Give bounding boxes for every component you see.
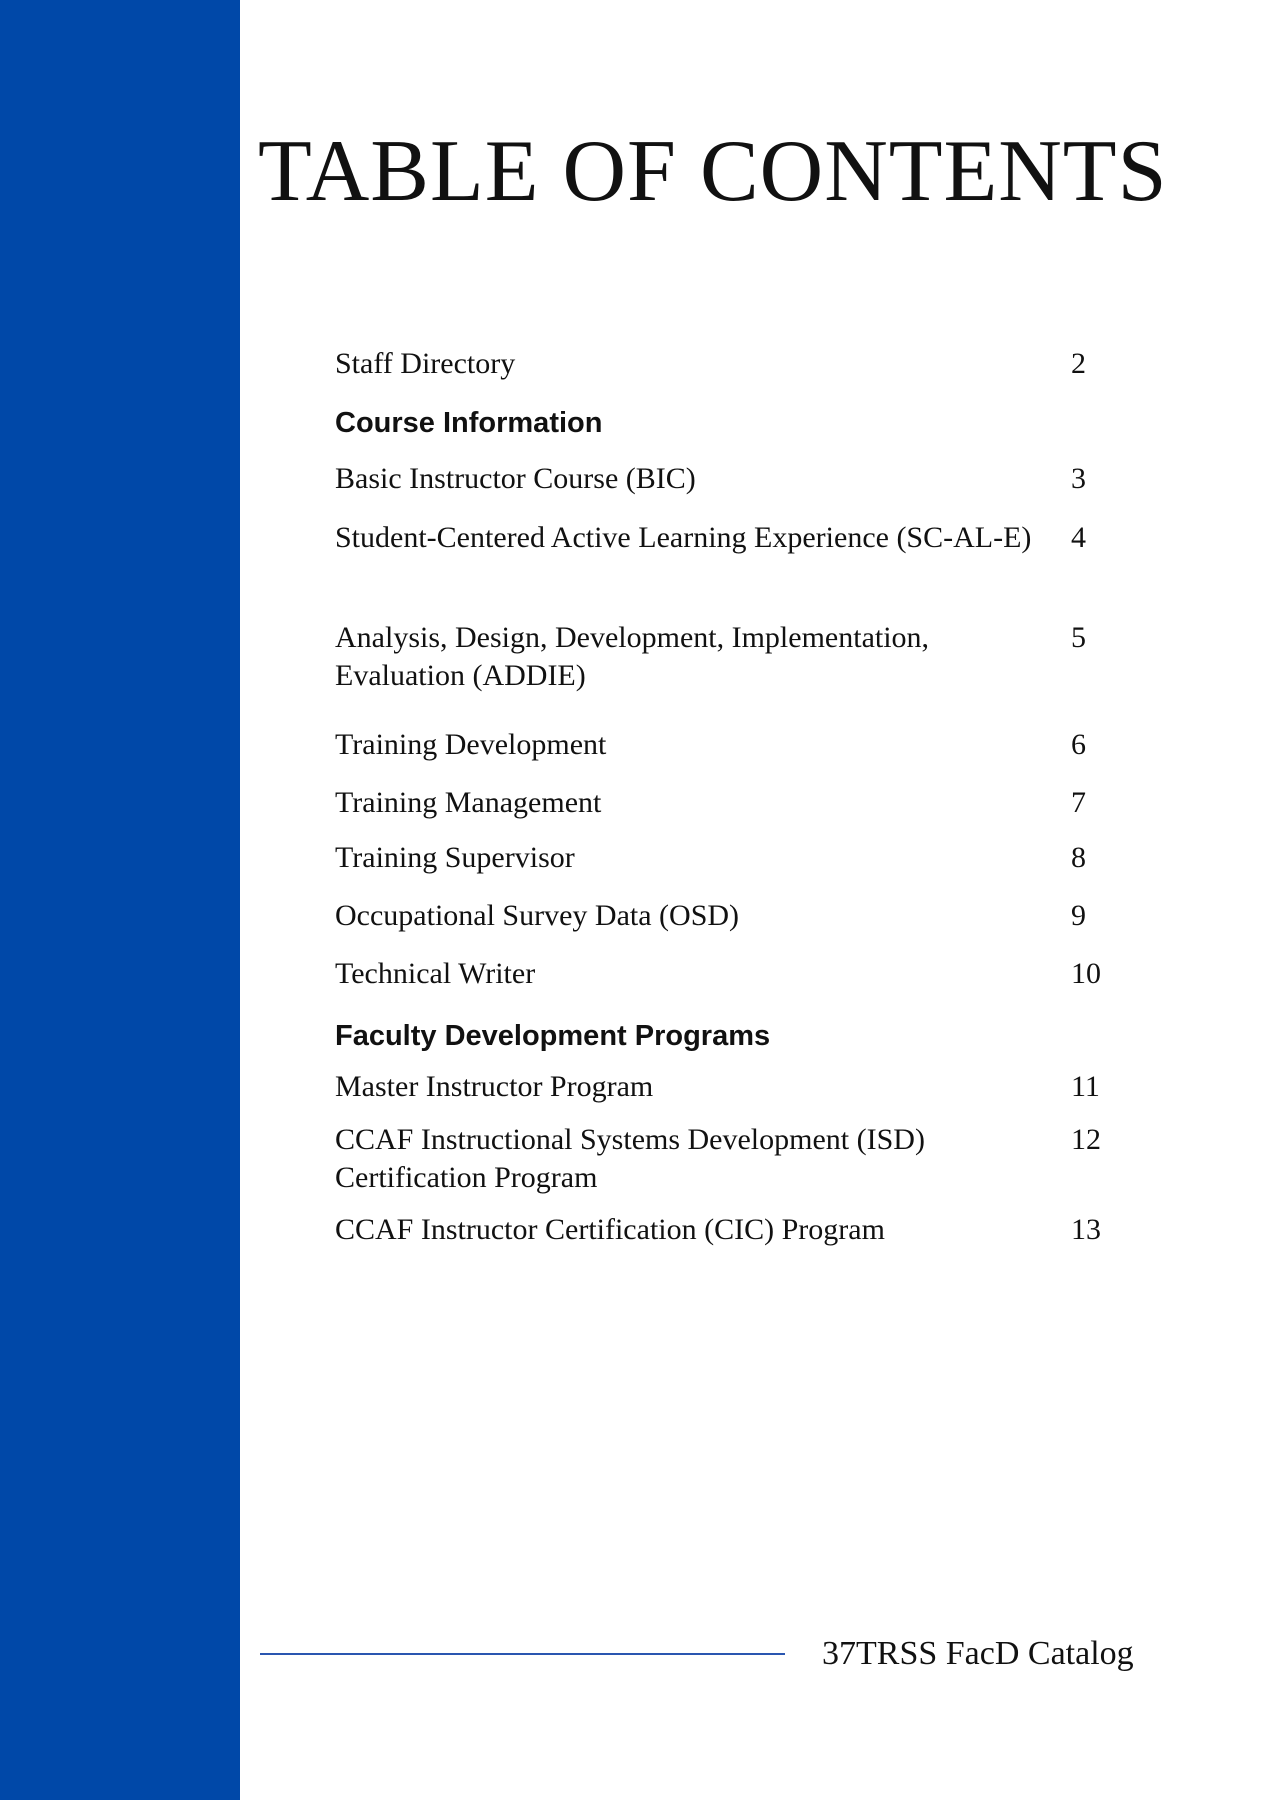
toc-entry-page: 9 (1071, 899, 1086, 932)
toc-entry-training-development[interactable] (335, 726, 1135, 764)
toc-entry-label: Training Development (335, 728, 607, 761)
toc-entry-label: Occupational Survey Data (OSD) (335, 899, 740, 932)
toc-entry-staff-directory[interactable] (335, 345, 1135, 383)
toc-entry-label: CCAF Instructor Certification (CIC) Program (335, 1213, 885, 1246)
toc-entry-label: CCAF Instructional Systems Development (ISD) Certification Program (335, 1123, 925, 1194)
toc-entry-page: 4 (1071, 521, 1086, 554)
toc-entry-page: 7 (1071, 786, 1086, 819)
section-heading-course-information: Course Information (335, 407, 603, 439)
toc-entry-training-supervisor[interactable] (335, 839, 1135, 877)
toc-entry-label: Technical Writer (335, 957, 536, 990)
toc-entry-label: Basic Instructor Course (BIC) (335, 462, 696, 495)
side-color-band (0, 0, 240, 1800)
toc-entry-label: Master Instructor Program (335, 1070, 654, 1103)
section-heading-faculty-development: Faculty Development Programs (335, 1020, 771, 1052)
page-title: TABLE OF CONTENTS (258, 123, 1168, 220)
toc-entry-bic[interactable] (335, 460, 1135, 498)
toc-entry-addie[interactable] (335, 619, 1135, 695)
toc-entry-ccaf-isd[interactable] (335, 1121, 1135, 1197)
toc-entry-page: 13 (1071, 1213, 1101, 1246)
footer-catalog-name: 37TRSS FacD Catalog (822, 1635, 1134, 1672)
toc-entry-ccaf-cic[interactable] (335, 1211, 1135, 1249)
toc-entry-page: 6 (1071, 728, 1086, 761)
toc-entry-technical-writer[interactable] (335, 955, 1135, 993)
toc-entry-label: Training Management (335, 786, 602, 819)
toc-entry-label: Staff Directory (335, 347, 516, 380)
toc-entry-master-instructor[interactable] (335, 1068, 1135, 1106)
toc-entry-page: 12 (1071, 1123, 1101, 1156)
toc-entry-osd[interactable] (335, 897, 1135, 935)
toc-entry-page: 2 (1071, 347, 1086, 380)
toc-entry-page: 8 (1071, 841, 1086, 874)
toc-entry-training-management[interactable] (335, 784, 1135, 822)
footer-rule (260, 1653, 785, 1655)
toc-entry-label: Analysis, Design, Development, Implementation, Evaluation (ADDIE) (335, 621, 930, 692)
toc-entry-label: Training Supervisor (335, 841, 575, 874)
toc-entry-label: Student-Centered Active Learning Experience (SC-AL-E) (335, 521, 1032, 554)
toc-entry-page: 3 (1071, 462, 1086, 495)
table-of-contents (335, 0, 1135, 1300)
toc-entry-page: 10 (1071, 957, 1101, 990)
toc-entry-scale[interactable] (335, 519, 1135, 557)
toc-entry-page: 5 (1071, 621, 1086, 654)
toc-entry-page: 11 (1071, 1070, 1100, 1103)
